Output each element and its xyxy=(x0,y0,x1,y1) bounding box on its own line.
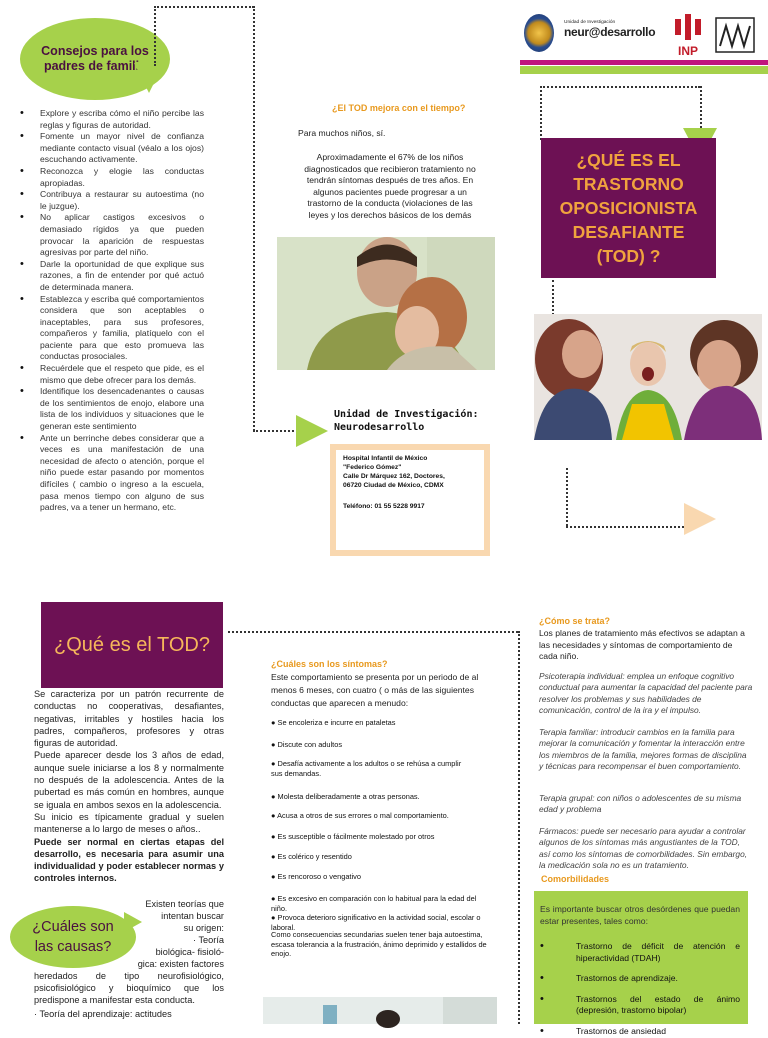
treatment-3-text: con niños o adolescentes de su misma edad y problema xyxy=(539,793,742,815)
unit-title-line1: Unidad de Investigación: xyxy=(334,409,479,420)
list-item: ● Discute con adultos xyxy=(271,740,343,749)
list-item: • Identifique los desencadenantes o causas de los sentimientos de enojo, elabore una lista de los individuos y situaciones que le generan este sentimiento xyxy=(20,386,204,432)
tod-title: ¿Qué es el TOD? xyxy=(54,633,210,656)
symptom-text: Es excesivo en comparación con lo habitual para la edad del niño. xyxy=(271,894,477,913)
list-item: ● Es excesivo en comparación con lo habitual para la edad del niño. xyxy=(271,894,477,913)
list-item: • Darle la oportunidad de que explique sus razones, a fin de entender por qué actuó de determinada manera. xyxy=(20,259,204,294)
treatment-2-label: Terapia familiar: xyxy=(539,727,599,737)
green-bar xyxy=(520,66,768,74)
dotted-connector xyxy=(540,86,542,140)
list-item: • Explore y escriba cómo el niño percibe las reglas y figuras de autoridad. xyxy=(20,108,204,131)
main-title-box xyxy=(541,138,716,278)
dotted-connector xyxy=(154,6,254,8)
list-item: ● Acusa a otros de sus errores o mal comportamiento. xyxy=(271,811,449,820)
tod-p3a: Su inicio es típicamente gradual y suelen mantenerse a lo largo de meses o años.. xyxy=(34,811,224,835)
unit-title xyxy=(334,408,479,434)
causes-bubble xyxy=(10,906,136,968)
photo-bottom xyxy=(263,997,497,1024)
magenta-bar xyxy=(520,60,768,65)
symptom-text: Desafía activamente a los adultos o se rehúsa a cumplir sus demandas. xyxy=(271,759,462,778)
neuro-unit-label: Unidad de Investigación xyxy=(564,20,616,25)
consejos-title: Consejos para los padres de familia xyxy=(41,44,149,73)
list-item: • Trastorno de déficit de atención e hiperactividad (TDAH) xyxy=(540,941,740,964)
neuro-logo xyxy=(564,20,655,39)
treatment-3-label: Terapia grupal: xyxy=(539,793,595,803)
causes-line: Existen teorías que xyxy=(145,899,224,909)
address-line: "Federico Gómez" xyxy=(343,464,402,471)
dotted-connector xyxy=(253,6,255,431)
tod-title-box xyxy=(41,602,223,688)
list-item: ● Se encolerizа e incurre en pataletas xyxy=(271,718,396,727)
photo-family-shouting xyxy=(534,314,762,440)
list-item: • Reconozca y elogie las conductas apropiadas. xyxy=(20,166,204,189)
photo-father-son xyxy=(277,237,495,370)
unit-arrow xyxy=(296,415,328,447)
comorbidities-box xyxy=(534,891,748,1036)
bubble-arrow xyxy=(134,63,164,93)
symptoms-intro: Este comportamiento se presenta por un periodo de al menos 6 meses, con cuatro ( o más de las siguientes conductas que aparecen a menudo: xyxy=(271,672,479,708)
inp-logo xyxy=(673,14,703,56)
causes-title: ¿Cuáles son las causas? xyxy=(32,919,114,955)
list-item: ● Provoca deterioro significativo en la actividad social, escolar o laboral. xyxy=(271,913,481,932)
list-item: • Fomente un mayor nivel de confianza mediante contacto visual (véalo a los ojos) escuchando activamente. xyxy=(20,131,204,166)
hospital-seal-icon xyxy=(524,14,554,52)
treatment-4-label: Fármacos: xyxy=(539,826,579,836)
symptom-text: Molesta deliberadamente a otras personas. xyxy=(277,792,420,801)
list-item: ● Es susceptible o fácilmente molestado por otros xyxy=(271,832,435,841)
list-item: • Trastornos de ansiedad xyxy=(540,1026,740,1038)
symptom-text: Se encolerizа e incurre en pataletas xyxy=(277,718,396,727)
dotted-connector xyxy=(566,468,568,526)
treatment-intro: Los planes de tratamiento más efectivos se adaptan a las necesidades y síntomas de comportamiento de cada niño. xyxy=(539,628,745,661)
improve-paragraph: Aproximadamente el 67% de los niños diagnosticados que recibieron tratamiento no tendrán síntomas después de tres años. En algunos pacientes puede progresar a un trastorno de la conducta (violaciones de las leyes y los derechos básicos de los demás xyxy=(304,152,476,220)
comorbidities-heading: Comorbilidades xyxy=(541,874,610,884)
dotted-connector xyxy=(228,631,518,633)
list-item: • Contribuya a restaurar su autoestima (no le juzgue). xyxy=(20,189,204,212)
list-item: • Establezca y escriba qué comportamientos considera que son aceptables o inaceptables, para sus profesores, compañeros y familia, platíquelo con el paciente para que esto promueva las conductas prosociales. xyxy=(20,294,204,364)
improve-question: ¿El TOD mejora con el tiempo? xyxy=(332,103,466,113)
tod-p3b: Puede ser normal en ciertas etapas del desarrollo, es necesaria para asumir una individualidad y poder establecer normas y controles internos. xyxy=(34,836,224,884)
causes-paragraph: heredados de tipo neurofisiológico, psicofisiológico y bioquímico que los predispone a manifestar esta conducta. xyxy=(34,971,224,1005)
treatment-2 xyxy=(539,727,753,772)
treatment-1 xyxy=(539,671,753,716)
treatment-4 xyxy=(539,826,753,871)
treatment-heading: ¿Cómo se trata? xyxy=(539,616,611,626)
causes-lines xyxy=(128,898,224,970)
causes-line: intentan buscar xyxy=(161,911,224,921)
list-item: • No aplicar castigos excesivos o demasiado rígidos ya que pueden provocar la aparición de respuestas agresivas por parte del niño. xyxy=(20,212,204,258)
inp-text: INP xyxy=(677,44,698,58)
treatment-2-text: introducir cambios en la familia para mejorar la comunicación y fomentar la interacción entre los miembros de la familia, mejores formas de disciplina y técnicas para recompensar el buen comportamiento. xyxy=(539,727,747,771)
tod-p2: Puede aparecer desde los 3 años de edad, aunque suele iniciarse a los 8 y normalmente no después de la adolescencia. Antes de la pubertad es más común en hombres, aunque se iguala en ambos sexos en la adolescencia. xyxy=(34,750,224,810)
dotted-connector xyxy=(540,86,700,88)
list-item: • Trastornos de aprendizaje. xyxy=(540,973,740,985)
neuro-wordmark: neur@desarrollo xyxy=(564,25,656,39)
list-item: • Recuérdele que el respeto que pide, es el mismo que debe ofrecer para los demás. xyxy=(20,363,204,386)
bottom-photo-illustration xyxy=(263,997,497,1024)
main-title: ¿QUÉ ES EL TRASTORNO OPOSICIONISTA DESAFIANTE (TOD) ? xyxy=(559,150,698,266)
symptom-text: Discute con adultos xyxy=(277,740,343,749)
causes-line: biológica- fisioló- xyxy=(155,947,224,957)
next-arrow xyxy=(684,503,716,535)
inp-emblem-icon xyxy=(673,14,703,40)
dotted-connector xyxy=(566,526,684,528)
symptom-text: Es susceptible o fácilmente molestado por otros xyxy=(277,832,435,841)
tod-description xyxy=(34,688,224,885)
address-line: Hospital Infantil de México xyxy=(343,455,428,462)
treatment-1-label: Psicoterapia individual: xyxy=(539,671,625,681)
tod-p1: Se caracteriza por un patrón recurrente de conductas no cooperativas, desafiantes, negativas, irritables y hostiles hacia los padres, compañeros, profesores y otras figuras de autoridad. xyxy=(34,689,224,749)
consequences-text: Como consecuencias secundarias suelen tener baja autoestima, escasa tolerancia a la frustración, ánimo deprimido y estallidos de enojo. xyxy=(271,930,487,958)
dotted-connector xyxy=(253,430,298,432)
causes-line: · Teoría xyxy=(193,935,224,945)
cmn-logo-icon xyxy=(714,16,756,54)
symptom-text: Provoca deterioro significativo en la actividad social, escolar o laboral. xyxy=(271,913,481,932)
family-illustration xyxy=(534,314,762,440)
father-son-illustration xyxy=(277,237,495,370)
symptoms-heading: ¿Cuáles son los síntomas? xyxy=(271,659,388,669)
list-item: ● Molesta deliberadamente a otras personas. xyxy=(271,792,420,801)
treatment-4-text: puede ser necesario para ayudar a controlar algunos de los síntomas más angustiantes de la TOD, así como los síntomas de comorbilidades. Sin embargo, la medicación sola no es un tratamiento. xyxy=(539,826,748,870)
unit-title-line2: Neurodesarrollo xyxy=(334,422,425,433)
list-item: ● Es colérico y resentido xyxy=(271,852,352,861)
dotted-connector xyxy=(700,86,702,132)
logo-bar xyxy=(520,12,768,62)
address-line: 06720 Ciudad de México, CDMX xyxy=(343,482,444,489)
dotted-connector xyxy=(518,631,520,1024)
comorbidities-list xyxy=(540,941,740,1038)
dotted-connector xyxy=(154,6,156,66)
address-box xyxy=(330,444,490,556)
symptom-text: Es colérico y resentido xyxy=(277,852,352,861)
address-line: Calle Dr Márquez 162, Doctores, xyxy=(343,473,445,480)
phone-line: Teléfono: 01 55 5228 9917 xyxy=(343,503,425,510)
causes-line: gica: existen factores xyxy=(137,959,224,969)
list-item: • Ante un berrinche debes considerar que a veces es una manifestación de una necesidad de afecto o atención, porque el niño puede estar pasando por momentos difíciles ( cambio o ingreso a la escuela, pasa menos tiempo con alguno de sus padres, va a tener un hermano, etc. xyxy=(20,433,204,514)
list-item: • Trastornos del estado de ánimo (depresión, trastorno bipolar) xyxy=(540,994,740,1017)
tips-list xyxy=(20,108,204,514)
list-item: ● Desafía activamente a los adultos o se rehúsa a cumplir sus demandas. xyxy=(271,759,462,778)
symptom-text: Acusa a otros de sus errores o mal comportamiento. xyxy=(277,811,449,820)
symptom-text: Es rencoroso o vengativo xyxy=(277,872,361,881)
comorbidities-intro: Es importante buscar otros desórdenes que puedan estar presentes, tales como: xyxy=(540,904,740,926)
treatment-1-text: emplea un enfoque cognitivo conductual para aumentar la capacidad del paciente para resolver los problemas y sus habilidades de comunicación, control de la ira y el impulso. xyxy=(539,671,753,715)
list-item: ● Es rencoroso o vengativo xyxy=(271,872,361,881)
causes-line: su origen: xyxy=(183,923,224,933)
causes-last-line: · Teoría del aprendizaje: actitudes xyxy=(34,1009,172,1019)
treatment-3 xyxy=(539,793,753,816)
short-answer: Para muchos niños, sí. xyxy=(298,128,386,138)
dotted-connector xyxy=(552,280,554,315)
